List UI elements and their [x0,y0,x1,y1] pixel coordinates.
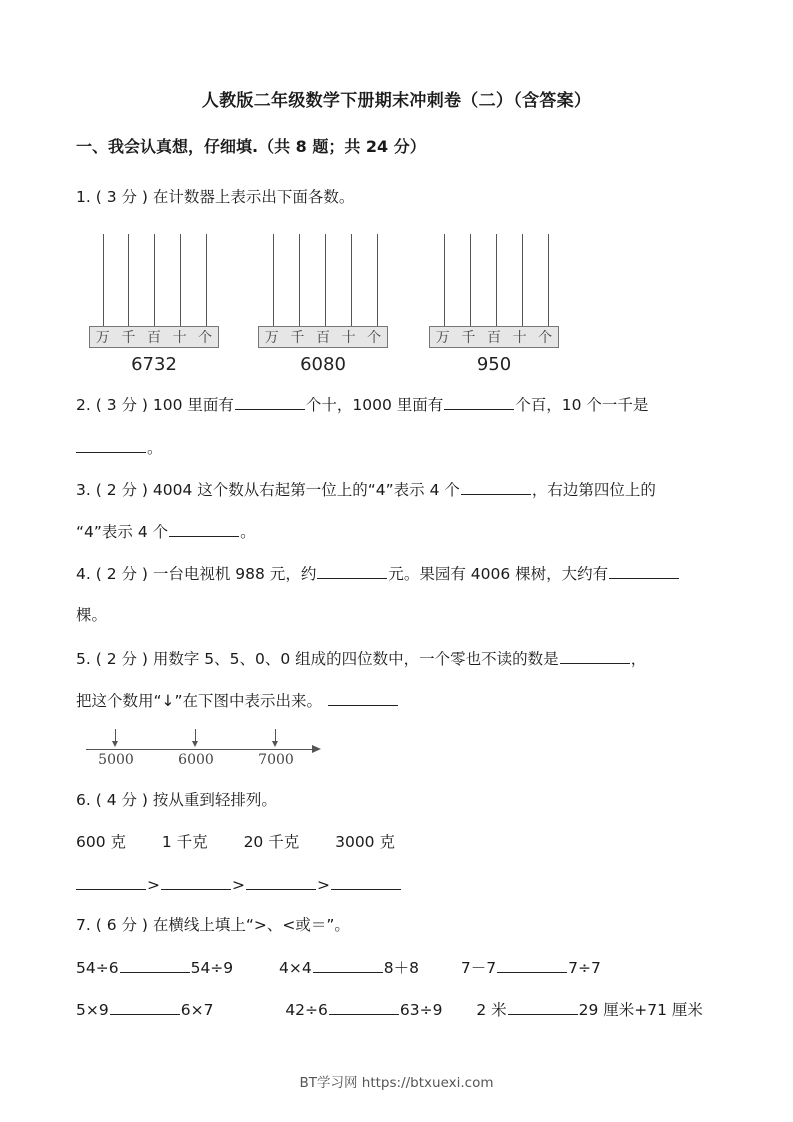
q5-text: ， [630,650,647,668]
abacus-2[interactable] [258,234,388,374]
answer-blank[interactable] [328,689,398,706]
answer-blank[interactable] [331,873,401,890]
question-7: 7. ( 6 分 ) 在横线上填上“>、<或＝”。 [76,916,350,934]
compare-row-2 [76,998,703,1021]
question-6: 6. ( 4 分 ) 按从重到轻排列。 [76,791,277,809]
abacus-base [89,326,219,348]
question-5-cont [76,689,399,712]
place-label: 十 [512,330,527,346]
place-label: 万 [95,330,110,346]
question-4-cont: 棵。 [76,606,108,624]
q5-text: 5. ( 2 分 ) 用数字 5、5、0、0 组成的四位数中，一个零也不读的数是 [76,650,559,668]
greater-than: > [317,876,330,894]
abacus-base [429,326,559,348]
abacus-1[interactable] [89,234,219,374]
abacus-number: 6080 [300,354,346,375]
place-label: 百 [486,330,501,346]
abacus-rod [522,234,523,326]
q2-text: 。 [147,439,163,457]
question-3 [76,478,656,501]
q3-text: 。 [240,523,256,541]
weight-items [76,831,395,853]
abacus-rod [496,234,497,326]
number-line-axis [86,749,314,750]
question-2 [76,393,648,416]
question-5 [76,647,646,670]
place-label: 个 [367,330,382,346]
expr-right: 29 厘米+71 厘米 [578,1001,703,1019]
abacus-rod [377,234,378,326]
weight-item: 3000 克 [335,833,395,851]
q2-text: 2. ( 3 分 ) 100 里面有 [76,396,234,414]
number-line-label: 5000 [98,752,134,768]
q3-text: 3. ( 2 分 ) 4004 这个数从右起第一位上的“4”表示 4 个 [76,481,460,499]
place-label: 千 [461,330,476,346]
arrow-down-head-icon [192,741,198,747]
expr-left: 5×9 [76,1001,109,1019]
q5-text: 把这个数用“↓”在下图中表示出来。 [76,692,323,710]
weight-item: 600 克 [76,833,127,851]
expr-left: 54÷6 [76,959,119,977]
expr-left: 42÷6 [285,1001,328,1019]
place-label: 十 [341,330,356,346]
compare-row-1 [76,956,601,979]
answer-blank[interactable] [461,478,531,495]
answer-blank[interactable] [169,520,239,537]
arrow-down-head-icon [272,741,278,747]
abacus-number: 6732 [131,354,177,375]
place-label: 千 [290,330,305,346]
abacus-rod [325,234,326,326]
answer-blank[interactable] [317,562,387,579]
q4-text: 元。果园有 4006 棵树，大约有 [388,565,609,583]
document-title: 人教版二年级数学下册期末冲刺卷（二）（含答案） [201,91,592,111]
answer-blank[interactable] [120,956,190,973]
answer-blank[interactable] [560,647,630,664]
answer-blank[interactable] [246,873,316,890]
answer-blank[interactable] [161,873,231,890]
weight-item: 20 千克 [243,833,300,851]
answer-blank[interactable] [329,998,399,1015]
expr-right: 8＋8 [383,959,419,977]
answer-blank[interactable] [110,998,180,1015]
abacus-rod [128,234,129,326]
answer-blank[interactable] [313,956,383,973]
answer-blank[interactable] [497,956,567,973]
place-label: 万 [435,330,450,346]
answer-blank[interactable] [76,873,146,890]
abacus-rod [299,234,300,326]
expr-left: 4×4 [279,959,312,977]
answer-blank[interactable] [235,393,305,410]
place-label: 十 [172,330,187,346]
place-label: 个 [198,330,213,346]
question-4 [76,562,680,585]
place-label: 万 [264,330,279,346]
question-2-cont [76,436,163,459]
number-line-label: 7000 [258,752,294,768]
answer-blank[interactable] [444,393,514,410]
answer-blank[interactable] [76,436,146,453]
arrow-right-icon [312,745,321,753]
expr-left: 2 米 [476,1001,507,1019]
abacus-rod [548,234,549,326]
greater-than: > [147,876,160,894]
number-line[interactable] [86,725,326,770]
place-label: 百 [315,330,330,346]
q4-text: 4. ( 2 分 ) 一台电视机 988 元，约 [76,565,317,583]
abacus-number: 950 [476,354,512,375]
arrow-down-head-icon [112,741,118,747]
section-heading: 一、我会认真想，仔细填.（共 8 题；共 24 分） [76,137,426,156]
question-3-cont [76,520,256,543]
abacus-rod [444,234,445,326]
answer-blank[interactable] [508,998,578,1015]
expr-right: 6×7 [180,1001,214,1019]
expr-right: 7÷7 [568,959,601,977]
greater-than: > [232,876,245,894]
expr-right: 63÷9 [399,1001,443,1019]
abacus-3[interactable] [429,234,559,374]
footer-watermark: BT学习网 https://btxuexi.com [299,1075,494,1091]
expr-right: 54÷9 [190,959,234,977]
q2-text: 个十，1000 里面有 [305,396,444,414]
abacus-rod [470,234,471,326]
question-1: 1. ( 3 分 ) 在计数器上表示出下面各数。 [76,188,355,206]
answer-blank[interactable] [609,562,679,579]
abacus-rod [351,234,352,326]
place-label: 千 [121,330,136,346]
abacus-rod [273,234,274,326]
abacus-rod [103,234,104,326]
abacus-rod [154,234,155,326]
expr-left: 7－7 [460,959,497,977]
q2-text: 个百，10 个一千是 [515,396,649,414]
q3-text: ，右边第四位上的 [531,481,656,499]
abacus-rod [180,234,181,326]
number-line-label: 6000 [178,752,214,768]
place-label: 个 [538,330,553,346]
ordering-blanks [76,873,402,896]
abacus-base [258,326,388,348]
abacus-rod [206,234,207,326]
q3-text: “4”表示 4 个 [76,523,169,541]
place-label: 百 [146,330,161,346]
weight-item: 1 千克 [161,833,208,851]
